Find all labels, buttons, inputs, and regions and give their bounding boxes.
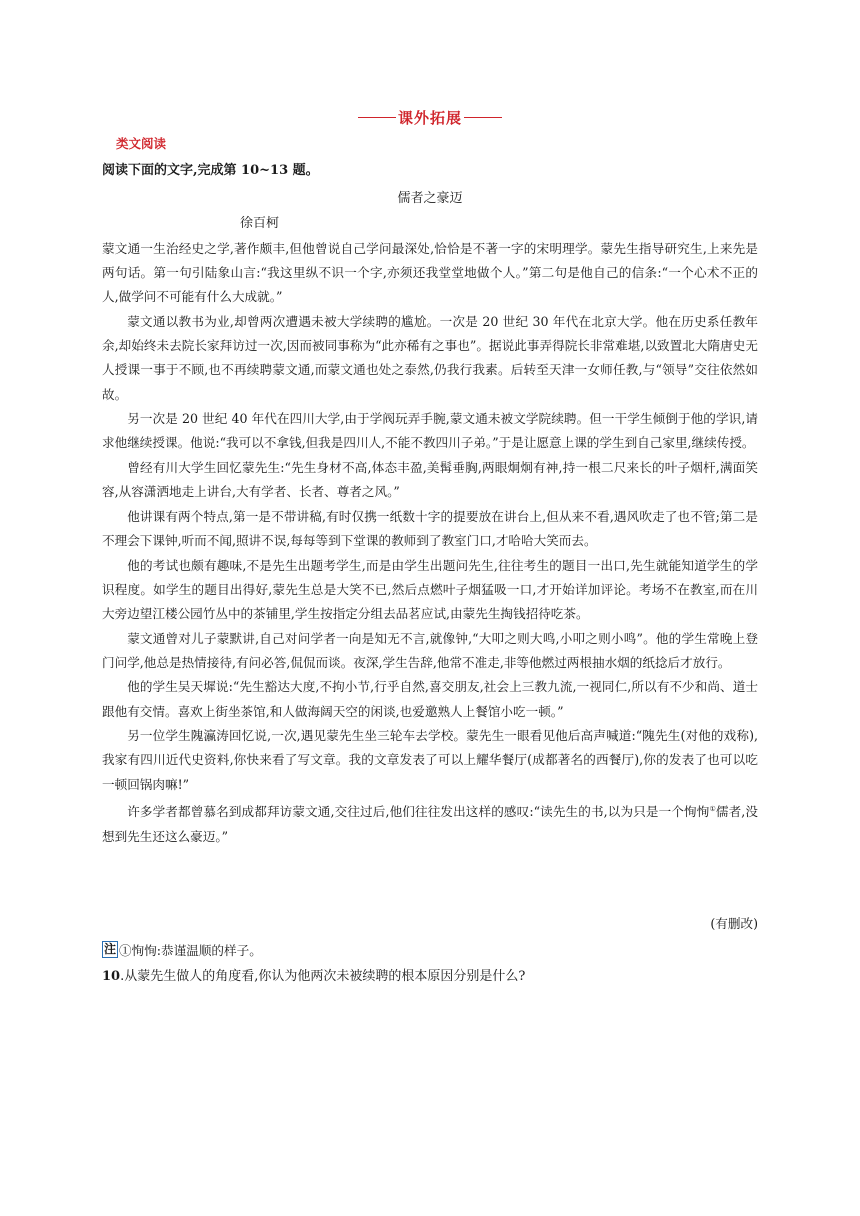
- title-rule-right: [464, 117, 502, 118]
- question-10: [102, 965, 525, 984]
- article-paragraph: [102, 797, 758, 849]
- section-header: [102, 106, 758, 128]
- article-body: [102, 237, 758, 849]
- paragraph-text-continued: 儒者,没想到先生还这么豪迈。”: [102, 804, 758, 844]
- article-paragraph: 另一位学生隗瀛涛回忆说,一次,遇见蒙先生坐三轮车去学校。蒙先生一眼看见他后高声喊道:“隗先生(对他的戏称),我家有四川近代史资料,你快来看了写文章。我的文章发表了可以上耀华餐厅(成都著名的西餐厅),你的发表了也可以吃一顿回锅肉嘛!”: [102, 728, 758, 792]
- reading-instruction: 阅读下面的文字,完成第 10~13 题。: [102, 163, 319, 178]
- article-paragraph: 他的学生吴天墀说:“先生豁达大度,不拘小节,行乎自然,喜交朋友,社会上三教九流,一视同仁,所以有不少和尚、道士跟他有交情。喜欢上街坐茶馆,和人做海阔天空的闲谈,也爱邀熟人上餐馆小吃一顿。”: [102, 679, 758, 719]
- note-text: ①恂恂:恭谨温顺的样子。: [119, 943, 262, 958]
- article-title: 儒者之豪迈: [397, 191, 463, 206]
- note-label: 注: [104, 942, 117, 956]
- paragraph-text: 许多学者都曾慕名到成都拜访蒙文通,交往过后,他们往往发出这样的感叹:“读先生的书,以为只是一个恂恂: [127, 804, 710, 820]
- question-number: 10: [102, 969, 121, 984]
- article-paragraph: 蒙文通一生治经史之学,著作颇丰,但他曾说自己学问最深处,恰恰是不著一字的宋明理学。蒙先生指导研究生,上来先是两句话。第一句引陆象山言:“我这里纵不识一个字,亦须还我堂堂地做个人。”第二句是他自己的信条:“一个心术不正的人,做学问不可能有什么大成就。”: [102, 241, 758, 305]
- section-title: 课外拓展: [397, 108, 462, 127]
- article-paragraph: 他讲课有两个特点,第一是不带讲稿,有时仅携一纸数十字的提要放在讲台上,但从来不看,遇风吹走了也不管;第二是不理会下课钟,听而不闻,照讲不误,每每等到下堂课的教师到了教室门口,才哈哈大笑而去。: [102, 508, 758, 548]
- footnote-marker: ①: [709, 805, 716, 814]
- article-paragraph: 蒙文通曾对儿子蒙默讲,自己对问学者一向是知无不言,就像钟,“大叩之则大鸣,小叩之则小鸣”。他的学生常晚上登门问学,他总是热情接待,有问必答,侃侃而谈。夜深,学生告辞,他常不准走,非等他燃过两根抽水烟的纸捻后才放行。: [102, 630, 758, 670]
- article-paragraph: 蒙文通以教书为业,却曾两次遭遇未被大学续聘的尴尬。一次是 20 世纪 30 年代在北京大学。他在历史系任教年余,却始终未去院长家拜访过一次,因而被同事称为“此亦稀有之事也”。据说此事弄得院长非常难堪,以致置北大隋唐史无人授课一事于不顾,也不再续聘蒙文通,而蒙文通也处之泰然,仍我行我素。后转至天津一女师任教,与“领导”交往依然如故。: [102, 314, 758, 402]
- article-author: 徐百柯: [240, 216, 280, 231]
- footnote: [102, 940, 262, 959]
- article-paragraph: 另一次是 20 世纪 40 年代在四川大学,由于学阀玩弄手腕,蒙文通未被文学院续聘。但一干学生倾倒于他的学识,请求他继续授课。他说:“我可以不拿钱,但我是四川人,不能不教四川子弟。”于是让愿意上课的学生到自己家里,继续传授。: [102, 411, 758, 451]
- article-paragraph: 他的考试也颇有趣味,不是先生出题考学生,而是由学生出题问先生,往往考生的题目一出口,先生就能知道学生的学识程度。如学生的题目出得好,蒙先生总是大笑不已,然后点燃叶子烟猛吸一口,才开始详加评论。考场不在教室,而在川大旁边望江楼公园竹丛中的茶铺里,学生按指定分组去品茗应试,由蒙先生掏钱招待吃茶。: [102, 557, 758, 621]
- question-text: .从蒙先生做人的角度看,你认为他两次未被续聘的根本原因分别是什么?: [120, 969, 526, 984]
- reading-category-tag: 类文阅读: [116, 136, 167, 151]
- source-note: (有删改): [710, 916, 758, 931]
- title-rule-left: [358, 117, 396, 118]
- article-paragraph: 曾经有川大学生回忆蒙先生:“先生身材不高,体态丰盈,美髯垂胸,两眼炯炯有神,持一根二尺来长的叶子烟杆,满面笑容,从容潇洒地走上讲台,大有学者、长者、尊者之风。”: [102, 460, 758, 500]
